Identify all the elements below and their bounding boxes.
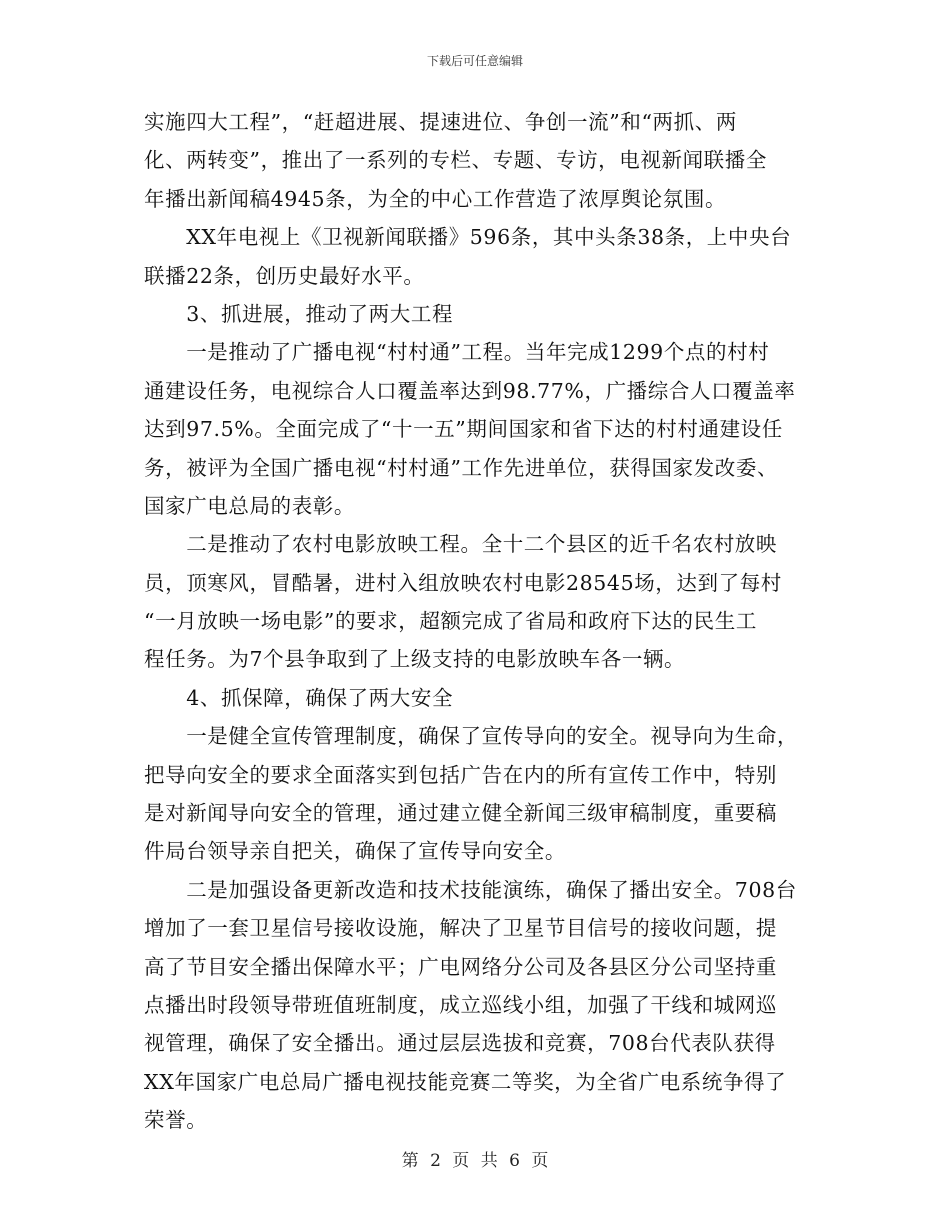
body-line: 高了节目安全播出保障水平；广电网络分公司及各县区分公司坚持重: [144, 954, 777, 979]
body-line: 点播出时段领导带班值班制度，成立巡线小组，加强了干线和城网巡: [144, 992, 777, 1017]
body-line: 是对新闻导向安全的管理，通过建立健全新闻三级审稿制度，重要稿: [144, 801, 777, 826]
section-heading: 3、抓进展，推动了两大工程: [144, 301, 454, 326]
page-header: 下载后可任意编辑: [426, 54, 523, 68]
body-line: 联播22条，创历史最好水平。: [144, 263, 425, 288]
body-line: 视管理，确保了安全播出。通过层层选拔和竞赛，708台代表队获得: [144, 1031, 776, 1056]
body-line: “一月放映一场电影”的要求，超额完成了省局和政府下达的民生工: [144, 609, 757, 634]
body-line: 二是加强设备更新改造和技术技能演练，确保了播出安全。708台: [144, 877, 797, 902]
body-line: 程任务。为7个县争取到了上级支持的电影放映车各一辆。: [144, 647, 686, 672]
body-line: 化、两转变”，推出了一系列的专栏、专题、专访，电视新闻联播全: [144, 148, 767, 173]
body-line: 件局台领导亲自把关，确保了宣传导向安全。: [144, 839, 566, 864]
body-line: 通建设任务，电视综合人口覆盖率达到98.77%，广播综合人口覆盖率: [144, 378, 796, 403]
body-line: 员，顶寒风，冒酷暑，进村入组放映农村电影28545场，达到了每村: [144, 570, 782, 595]
body-line: XX年电视上《卫视新闻联播》596条，其中头条38条，上中央台: [144, 225, 792, 250]
body-line: 荣誉。: [144, 1108, 208, 1133]
document-body: [144, 103, 809, 1140]
body-line: 实施四大工程”，“赶超进展、提速进位、争创一流”和“两抓、两: [144, 110, 737, 134]
body-line: 国家广电总局的表彰。: [144, 493, 355, 518]
body-line: 一是健全宣传管理制度，确保了宣传导向的安全。视导向为生命，: [144, 724, 799, 749]
section-heading: 4、抓保障，确保了两大安全: [144, 685, 454, 710]
page-number-footer: 第 2 页 共 6 页: [401, 1151, 549, 1171]
body-line: 把导向安全的要求全面落实到包括广告在内的所有宣传工作中，特别: [144, 762, 777, 787]
body-line: 一是推动了广播电视“村村通”工程。当年完成1299个点的村村: [144, 340, 770, 365]
body-line: 年播出新闻稿4945条，为全的中心工作营造了浓厚舆论氛围。: [144, 186, 727, 211]
body-line: 二是推动了农村电影放映工程。全十二个县区的近千名农村放映: [144, 532, 777, 557]
body-line: 务，被评为全国广播电视“村村通”工作先进单位，获得国家发改委、: [144, 455, 779, 480]
body-line: 达到97.5%。全面完成了“十一五”期间国家和省下达的村村通建设任: [144, 417, 783, 442]
body-line: 增加了一套卫星信号接收设施，解决了卫星节目信号的接收问题，提: [144, 916, 777, 941]
body-line: XX年国家广电总局广播电视技能竞赛二等奖，为全省广电系统争得了: [144, 1069, 787, 1094]
